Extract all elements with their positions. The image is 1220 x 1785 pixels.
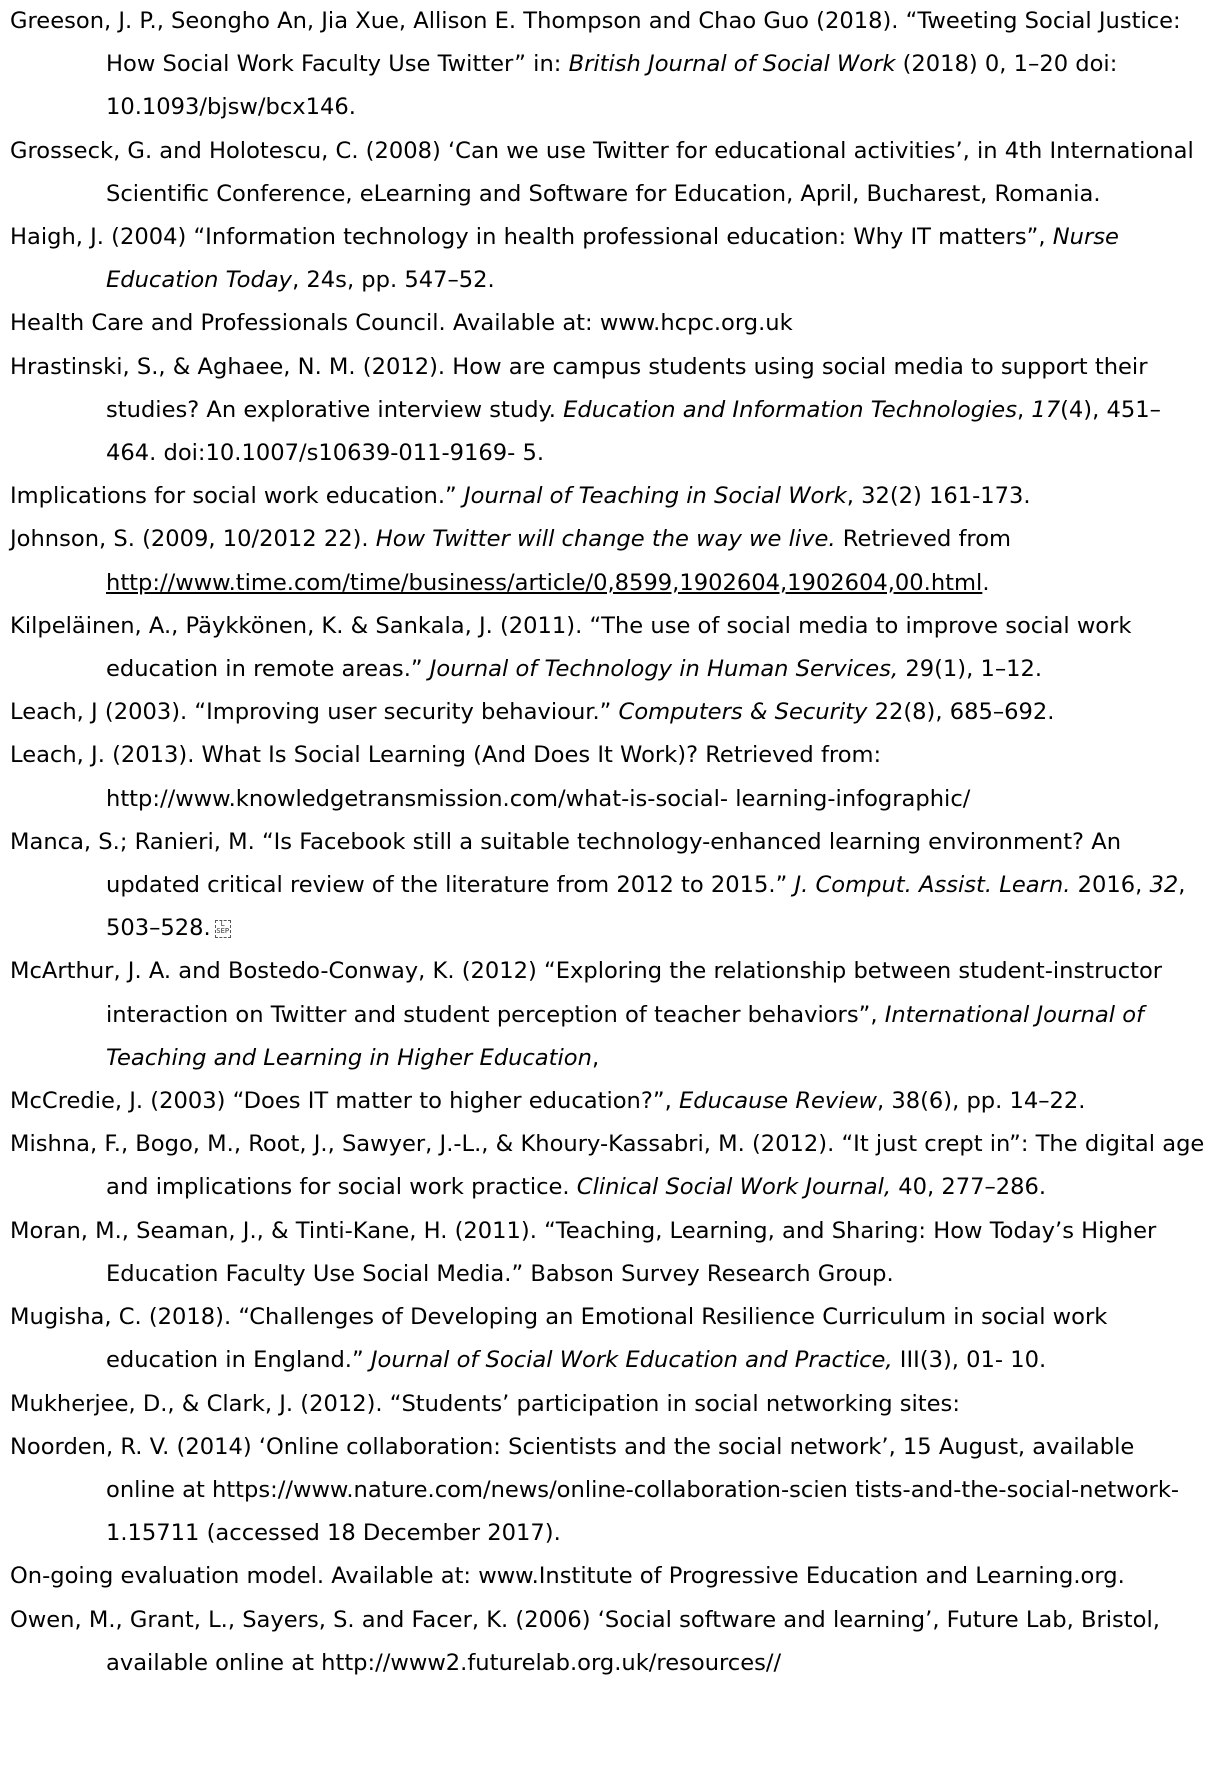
reference-text: Mukherjee, D., & Clark, J. (2012). “Students’ participation in social networking sites: [10, 1390, 960, 1417]
reference-entry [10, 1080, 1210, 1123]
reference-entry [10, 1599, 1210, 1685]
reference-entry [10, 518, 1210, 604]
reference-italic-title: British Journal of Social Work [568, 51, 896, 78]
reference-text: Kilpeläinen, A., Päykkönen, K. & Sankala, J. (2011). “The use of social media to improve social work education in remote areas.” [10, 612, 1132, 683]
reference-text: Noorden, R. V. (2014) ‘Online collaboration: Scientists and the social network’, 15 August, available online at https://www.nature.com/news/online-collaboration-scien tists-and-the-social-network-1.15711 (accessed 18 December 2017). [10, 1433, 1180, 1547]
reference-text: On-going evaluation model. Available at: www.Institute of Progressive Education and Learning.org. [10, 1563, 1125, 1590]
reference-italic-title: International Journal of Teaching and Learning in Higher Education [106, 1001, 1144, 1071]
reference-text: Greeson, J. P., Seongho An, Jia Xue, Allison E. Thompson and Chao Guo (2018). “Tweeting Social Justice: How Social Work Faculty Use Twitter” in: [10, 8, 1181, 78]
reference-entry [10, 734, 1210, 820]
reference-entry [10, 1123, 1210, 1209]
reference-text: , [1016, 396, 1032, 423]
reference-entry [10, 302, 1210, 345]
reference-text: McArthur, J. A. and Bostedo-Conway, K. (2012) “Exploring the relationship between student-instructor interaction on Twitter and student perception of teacher behaviors”, [10, 958, 1163, 1028]
reference-text: Moran, M., Seaman, J., & Tinti-Kane, H. (2011). “Teaching, Learning, and Sharing: How Today’s Higher Education Faculty Use Social Media.” Babson Survey Research Group. [10, 1217, 1157, 1287]
reference-text: Mishna, F., Bogo, M., Root, J., Sawyer, J.-L., & Khoury-Kassabri, M. (2012). “It just crept in”: The digital age and implications for social work practice. [10, 1131, 1205, 1201]
reference-text: McCredie, J. (2003) “Does IT matter to higher education?”, [10, 1088, 679, 1115]
reference-entry [10, 950, 1210, 1080]
reference-italic-title: How Twitter will change the way we live. [375, 526, 836, 553]
reference-text: (2018) 0, 1–20 doi: 10.1093/bjsw/bcx146. [106, 51, 1118, 121]
reference-text: Retrieved from [835, 526, 1012, 553]
reference-entry [10, 1210, 1210, 1296]
reference-text: Leach, J (2003). “Improving user security behaviour.” [10, 699, 619, 726]
reference-entry [10, 1555, 1210, 1598]
reference-entry [10, 130, 1210, 216]
reference-text: Leach, J. (2013). What Is Social Learning (And Does It Work)? Retrieved from: http://www.knowledgetransmission.com/what-is-social- learning-infographic/ [10, 742, 971, 812]
reference-entry [10, 1296, 1210, 1382]
reference-entry [10, 821, 1210, 951]
reference-italic-title: Education and Information Technologies [563, 396, 1017, 423]
reference-text: Haigh, J. (2004) “Information technology in health professional education: Why IT matters”, [10, 224, 1053, 251]
reference-text: , 32(2) 161-173. [846, 483, 1031, 510]
reference-text: Hrastinski, S., & Aghaee, N. M. (2012). How are campus students using social media to support their studies? An explorative interview study. [10, 353, 1148, 423]
reference-italic-title: 32 [1149, 872, 1179, 899]
reference-text: , [591, 1044, 600, 1071]
reference-entry [10, 605, 1210, 691]
reference-italic-title: 17 [1031, 396, 1061, 423]
reference-text: 40, 277–286. [891, 1174, 1047, 1201]
reference-text: , 38(6), pp. 14–22. [876, 1088, 1086, 1115]
reference-entry [10, 691, 1210, 734]
reference-text: Manca, S.; Ranieri, M. “Is Facebook still a suitable technology-enhanced learning environment? An updated critical review of the literature from 2012 to 2015.” [10, 828, 1122, 899]
reference-italic-title: Journal of Technology in Human Services, [429, 656, 899, 683]
reference-text: 2016, [1070, 872, 1150, 899]
reference-text: III(3), 01- 10. [892, 1347, 1047, 1374]
reference-text: Health Care and Professionals Council. Available at: www.hcpc.org.uk [10, 310, 793, 337]
reference-entry [10, 1426, 1210, 1556]
reference-entry [10, 475, 1210, 518]
reference-italic-title: Journal of Social Work Education and Practice, [370, 1347, 893, 1374]
reference-text: 22(8), 685–692. [867, 699, 1055, 726]
reference-text: Owen, M., Grant, L., Sayers, S. and Facer, K. (2006) ‘Social software and learning’, Future Lab, Bristol, available online at http://www2.futurelab.org.uk/resources// [10, 1606, 1160, 1676]
reference-text: (4), 451–464. doi:10.1007/s10639-011-9169- 5. [106, 396, 1161, 467]
reference-link[interactable]: http://www.time.com/time/business/article/0,8599,1902604,1902604,00.html [106, 569, 983, 596]
reference-italic-title: Nurse Education Today [106, 224, 1119, 294]
reference-text: . [982, 569, 990, 596]
reference-text: , 503–528. [106, 872, 1186, 942]
reference-list [10, 0, 1210, 1685]
reference-entry [10, 0, 1210, 130]
reference-entry [10, 1383, 1210, 1426]
reference-italic-title: J. Comput. Assist. Learn. [794, 872, 1071, 899]
reference-text: Implications for social work education.” [10, 483, 464, 510]
reference-italic-title: Computers & Security [618, 699, 868, 726]
reference-italic-title: Clinical Social Work Journal, [576, 1174, 892, 1201]
reference-italic-title: Journal of Teaching in Social Work [463, 483, 847, 510]
reference-text: 29(1), 1–12. [898, 656, 1043, 683]
reference-italic-title: Educause Review [678, 1088, 877, 1115]
reference-entry [10, 216, 1210, 302]
reference-text: , 24s, pp. 547–52. [292, 267, 495, 294]
reference-text: Grosseck, G. and Holotescu, C. (2008) ‘Can we use Twitter for educational activities’, in 4th International Scientific Conference, eLearning and Software for Education, April, Bucharest, Romania. [10, 137, 1194, 207]
reference-text: Mugisha, C. (2018). “Challenges of Developing an Emotional Resilience Curriculum in social work education in England.” [10, 1304, 1108, 1374]
separator-glyph-icon: L SEP [215, 920, 231, 938]
reference-text: Johnson, S. (2009, 10/2012 22). [10, 526, 376, 553]
reference-entry [10, 346, 1210, 476]
